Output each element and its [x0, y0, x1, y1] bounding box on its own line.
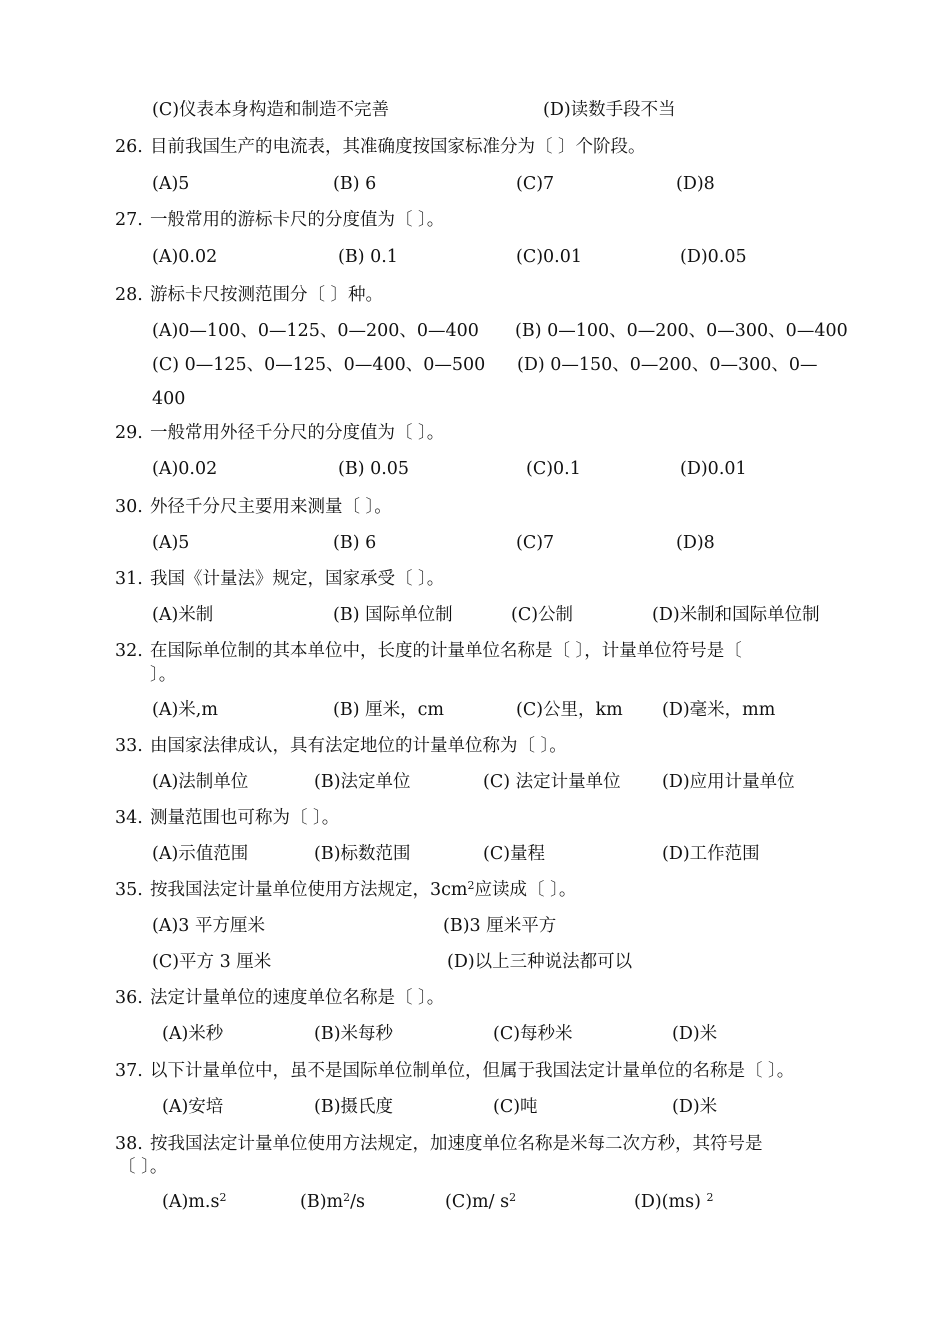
- q28-option-c: (C) 0—125、0—125、0—400、0—500: [152, 355, 486, 375]
- q34-option-c: (C)量程: [483, 844, 546, 864]
- option-text: (D)(ms): [634, 1192, 707, 1212]
- q29-option-c: (C)0.1: [526, 459, 581, 479]
- q26-option-b: (B) 6: [333, 174, 377, 194]
- q27-option-d: (D)0.05: [680, 247, 747, 267]
- q31-option-b: (B) 国际单位制: [333, 605, 453, 625]
- question-text: 游标卡尺按测范围分〔 〕种。: [150, 285, 384, 305]
- question-number: 37.: [115, 1061, 143, 1081]
- q25-option-c: (C)仪表本身构造和制造不完善: [152, 100, 390, 120]
- question-32-text-continued: 〕。: [150, 665, 177, 685]
- question-number: 34.: [115, 808, 143, 828]
- superscript: 2: [509, 1191, 517, 1204]
- q38-option-b: [300, 1191, 365, 1213]
- question-number: 27.: [115, 210, 143, 230]
- question-number: 32.: [115, 641, 143, 661]
- superscript: 2: [343, 1191, 351, 1204]
- question-number: 36.: [115, 988, 143, 1008]
- q31-option-a: (A)米制: [152, 605, 214, 625]
- question-text: [150, 879, 576, 901]
- q38-option-a: [162, 1191, 226, 1213]
- question-text: 一般常用的游标卡尺的分度值为〔 〕。: [150, 210, 445, 230]
- q30-option-a: (A)5: [152, 533, 190, 553]
- question-text: 法定计量单位的速度单位名称是〔 〕。: [150, 988, 445, 1008]
- q36-option-b: (B)米每秒: [314, 1024, 394, 1044]
- superscript: 2: [706, 1191, 714, 1204]
- question-number: 29.: [115, 423, 143, 443]
- q29-option-d: (D)0.01: [680, 459, 747, 479]
- question-text: 我国《计量法》规定，国家承受〔 〕。: [150, 569, 445, 589]
- q36-option-a: (A)米秒: [162, 1024, 224, 1044]
- question-text: 以下计量单位中，虽不是国际单位制单位，但属于我国法定计量单位的名称是〔 〕。: [150, 1061, 795, 1081]
- q33-option-a: (A)法制单位: [152, 772, 249, 792]
- question-text: 由国家法律成认，具有法定地位的计量单位称为〔 〕。: [150, 736, 567, 756]
- q37-option-a: (A)安培: [162, 1097, 224, 1117]
- question-text: 外径千分尺主要用来测量〔 〕。: [150, 497, 392, 517]
- superscript: 2: [219, 1191, 227, 1204]
- option-text: (C)m/ s: [445, 1192, 510, 1212]
- question-number: 28.: [115, 285, 143, 305]
- q28-option-d: (D) 0—150、0—200、0—300、0—: [517, 355, 818, 375]
- superscript: 2: [467, 879, 475, 892]
- question-38-text-continued: 〔 〕。: [118, 1157, 168, 1177]
- q36-option-c: (C)每秒米: [493, 1024, 573, 1044]
- q26-option-c: (C)7: [516, 174, 555, 194]
- option-text: (A)m.s: [162, 1192, 220, 1212]
- q28-option-a: (A)0—100、0—125、0—200、0—400: [152, 321, 479, 341]
- question-number: 38.: [115, 1134, 143, 1154]
- question-number: 35.: [115, 880, 143, 900]
- option-text: (B)m: [300, 1192, 344, 1212]
- question-text: 在国际单位制的其本单位中，长度的计量单位名称是〔 〕，计量单位符号是〔: [150, 641, 742, 661]
- q38-option-d: [634, 1191, 713, 1213]
- q30-option-d: (D)8: [676, 533, 715, 553]
- q37-option-b: (B)摄氏度: [314, 1097, 394, 1117]
- option-text: /s: [350, 1192, 365, 1212]
- q33-option-c: (C) 法定计量单位: [483, 772, 621, 792]
- q37-option-c: (C)吨: [493, 1097, 538, 1117]
- q37-option-d: (D)米: [672, 1097, 718, 1117]
- q26-option-d: (D)8: [676, 174, 715, 194]
- q34-option-b: (B)标数范围: [314, 844, 411, 864]
- q34-option-a: (A)示值范围: [152, 844, 249, 864]
- q26-option-a: (A)5: [152, 174, 190, 194]
- question-number: 31.: [115, 569, 143, 589]
- q28-option-d-continued: 400: [152, 389, 186, 409]
- q35-option-a: (A)3 平方厘米: [152, 916, 265, 936]
- q27-option-c: (C)0.01: [516, 247, 583, 267]
- q34-option-d: (D)工作范围: [662, 844, 760, 864]
- q35-option-c: (C)平方 3 厘米: [152, 952, 272, 972]
- q35-option-d: (D)以上三种说法都可以: [447, 952, 633, 972]
- q28-option-b: (B) 0—100、0—200、0—300、0—400: [515, 321, 848, 341]
- q30-option-c: (C)7: [516, 533, 555, 553]
- question-number: 33.: [115, 736, 143, 756]
- q30-option-b: (B) 6: [333, 533, 377, 553]
- question-text: 目前我国生产的电流表，其准确度按国家标准分为〔 〕个阶段。: [150, 137, 646, 157]
- question-text: 测量范围也可称为〔 〕。: [150, 808, 340, 828]
- question-text: 一般常用外径千分尺的分度值为〔 〕。: [150, 423, 445, 443]
- q32-option-c: (C)公里，km: [516, 700, 623, 720]
- q32-option-a: (A)米,m: [152, 700, 218, 720]
- q35-option-b: (B)3 厘米平方: [443, 916, 557, 936]
- question-number: 30.: [115, 497, 143, 517]
- question-text: 按我国法定计量单位使用方法规定，加速度单位名称是米每二次方秒，其符号是: [150, 1134, 763, 1154]
- q25-option-d: (D)读数手段不当: [543, 100, 676, 120]
- q27-option-b: (B) 0.1: [338, 247, 398, 267]
- q36-option-d: (D)米: [672, 1024, 718, 1044]
- q32-option-d: (D)毫米，mm: [662, 700, 776, 720]
- q29-option-b: (B) 0.05: [338, 459, 410, 479]
- q33-option-b: (B)法定单位: [314, 772, 411, 792]
- q29-option-a: (A)0.02: [152, 459, 218, 479]
- q27-option-a: (A)0.02: [152, 247, 218, 267]
- q31-option-d: (D)米制和国际单位制: [652, 605, 820, 625]
- q33-option-d: (D)应用计量单位: [662, 772, 795, 792]
- q32-option-b: (B) 厘米，cm: [333, 700, 444, 720]
- question-text-part: 按我国法定计量单位使用方法规定，3cm: [150, 880, 468, 900]
- question-number: 26.: [115, 137, 143, 157]
- q31-option-c: (C)公制: [511, 605, 574, 625]
- question-text-part: 应读成〔 〕。: [474, 880, 577, 900]
- q38-option-c: [445, 1191, 516, 1213]
